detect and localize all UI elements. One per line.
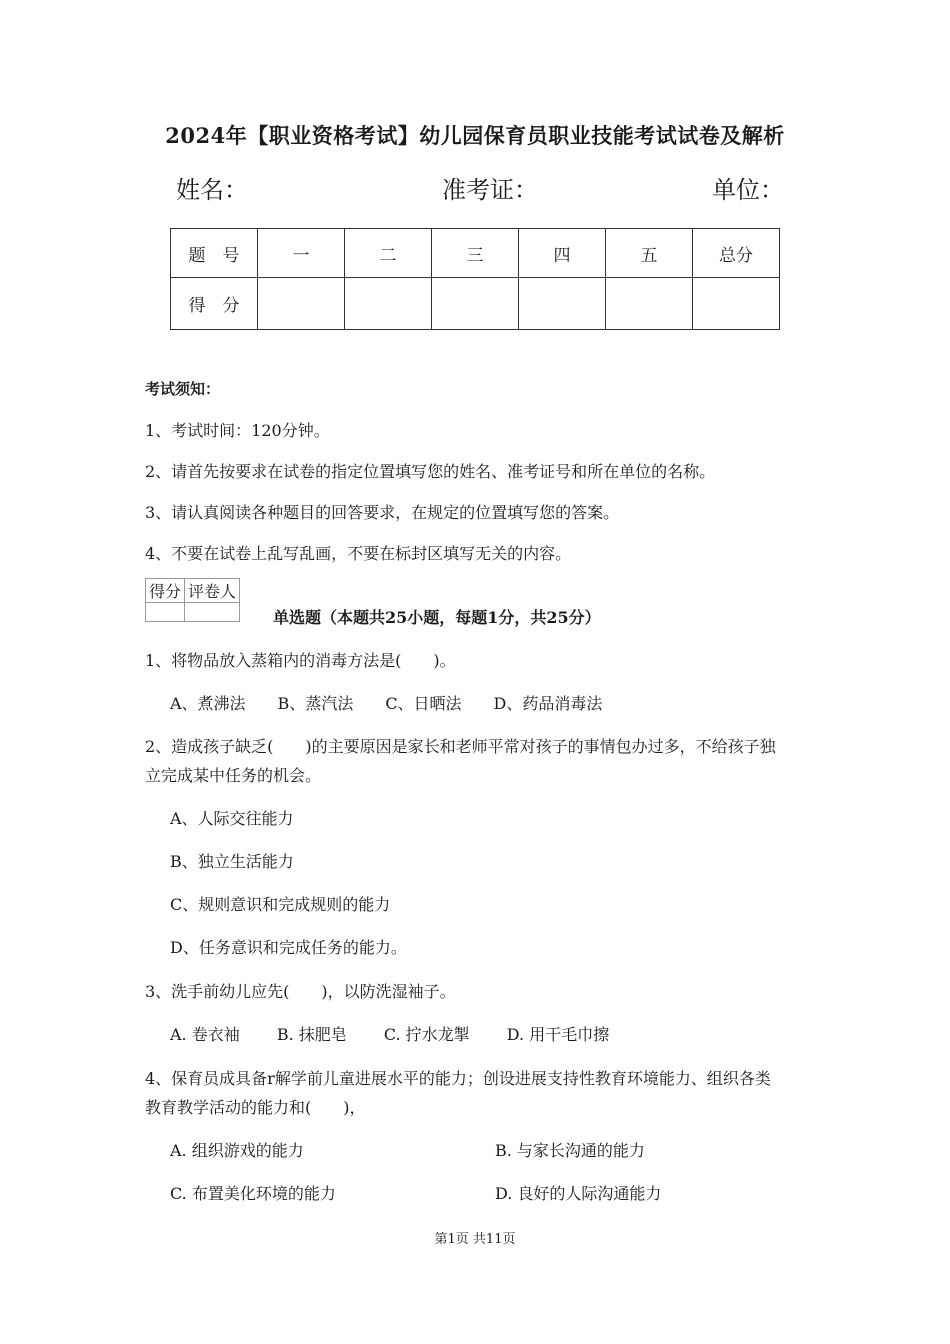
grader-score-label: 得分	[146, 579, 185, 603]
grader-name-cell[interactable]	[185, 603, 240, 622]
question-3-stem: 3、洗手前幼儿应先( )，以防洗湿袖子。	[145, 982, 456, 1001]
grader-name-label: 评卷人	[185, 579, 240, 603]
score-table-header-cell: 五	[606, 229, 693, 278]
question-2-stem-line1: 2、造成孩子缺乏( )的主要原因是家长和老师平常对孩子的事情包办过多，不给孩子独	[145, 737, 776, 756]
notice-item: 4、不要在试卷上乱写乱画，不要在标封区填写无关的内容。	[145, 544, 572, 563]
unit-field-label: 单位：	[712, 176, 784, 204]
question-2-option-d: D、任务意识和完成任务的能力。	[170, 938, 407, 957]
notice-item: 1、考试时间：120分钟。	[145, 421, 330, 440]
score-table-header-cell: 四	[519, 229, 606, 278]
score-table	[170, 228, 780, 330]
score-cell[interactable]	[345, 278, 432, 330]
section-title: 单选题（本题共25小题，每题1分，共25分）	[273, 608, 601, 627]
score-row-label: 得 分	[171, 278, 258, 330]
page-title: 2024年【职业资格考试】幼儿园保育员职业技能考试试卷及解析	[165, 123, 785, 148]
question-4-option-d: D. 良好的人际沟通能力	[495, 1184, 662, 1203]
score-table-score-row	[171, 278, 780, 330]
score-table-header-row	[171, 229, 780, 278]
grader-box	[145, 578, 240, 622]
notice-item: 3、请认真阅读各种题目的回答要求，在规定的位置填写您的答案。	[145, 503, 620, 522]
score-cell[interactable]	[693, 278, 780, 330]
question-1-stem: 1、将物品放入蒸箱内的消毒方法是( )。	[145, 651, 456, 670]
question-2-option-a: A、人际交往能力	[170, 809, 294, 828]
question-2-option-b: B、独立生活能力	[170, 852, 294, 871]
score-table-header-cell: 总分	[693, 229, 780, 278]
score-cell[interactable]	[606, 278, 693, 330]
exam-number-field-label: 准考证：	[442, 176, 538, 204]
score-cell[interactable]	[258, 278, 345, 330]
notice-heading: 考试须知：	[145, 380, 221, 398]
grader-score-cell[interactable]	[146, 603, 185, 622]
score-cell[interactable]	[519, 278, 606, 330]
question-4-stem-line1: 4、保育员成具备r解学前儿童进展水平的能力；创设进展支持性教育环境能力、组织各类	[145, 1069, 771, 1088]
score-table-header-cell: 二	[345, 229, 432, 278]
question-2-stem-line2: 立完成某中任务的机会。	[145, 766, 322, 785]
notice-item: 2、请首先按要求在试卷的指定位置填写您的姓名、准考证号和所在单位的名称。	[145, 462, 716, 481]
page-footer: 第1页 共11页	[434, 1232, 516, 1247]
question-3-options: A. 卷衣袖 B. 抹肥皂 C. 拧水龙掣 D. 用干毛巾擦	[170, 1025, 610, 1044]
question-4-option-c: C. 布置美化环境的能力	[170, 1184, 336, 1203]
question-4-stem-line2: 教育教学活动的能力和( )，	[145, 1098, 366, 1117]
question-4-option-b: B. 与家长沟通的能力	[495, 1141, 645, 1160]
question-1-options: A、煮沸法 B、蒸汽法 C、日晒法 D、药品消毒法	[170, 694, 603, 713]
score-cell[interactable]	[432, 278, 519, 330]
score-table-header-cell: 三	[432, 229, 519, 278]
score-table-header-cell: 一	[258, 229, 345, 278]
question-2-option-c: C、规则意识和完成规则的能力	[170, 895, 391, 914]
question-4-option-a: A. 组织游戏的能力	[170, 1141, 304, 1160]
name-field-label: 姓名：	[176, 176, 248, 204]
score-table-header-cell: 题 号	[171, 229, 258, 278]
